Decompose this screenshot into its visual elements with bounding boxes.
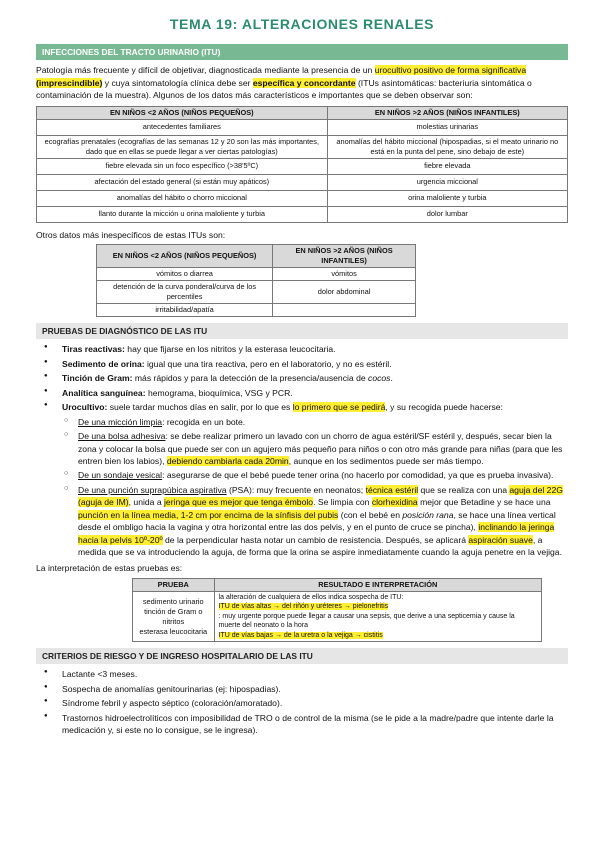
table-row: anomalías del hábito o chorro miccional orina maloliente y turbia bbox=[37, 190, 568, 206]
nonspecific-table: EN NIÑOS <2 AÑOS (NIÑOS PEQUEÑOS) EN NIÑOS >2 AÑOS (NIÑOS INFANTILES) vómitos o diarrea vómitos detención de la curva ponderal/curva de los percentiles dolor abdominal irritabilidad/apatía bbox=[96, 244, 416, 317]
section-header-pruebas: PRUEBAS DE DIAGNÓSTICO DE LAS ITU bbox=[36, 323, 568, 339]
table-row: fiebre elevada sin un foco específico (>38'5ºC) fiebre elevada bbox=[37, 158, 568, 174]
collection-methods-list bbox=[36, 416, 568, 559]
criteria-list bbox=[36, 668, 568, 736]
interpretation-table: PRUEBA RESULTADO E INTERPRETACIÓN sedimento urinario tinción de Gram o nitritos esterasa leucocitaria la alteración de cualquiera de ellos indica sospecha de ITU: ITU de vías altas → del riñón y uréteres → pielonefritis : muy urgente porque puede llegar a causar una sepsis, que derive a una septicemia y cause la muerte del neonato o la hora ITU de vías bajas → de la uretra o la vejiga → cistitis bbox=[132, 578, 542, 642]
list-item: ○ De una bolsa adhesiva: se debe realizar primero un lavado con un chorro de agua estéril/SF estéril y, después, secar bien la zona y colocar la bolsa que puede ser con un agujero más pequeño para niños o con otro más grande para niñas (para que les entren bien los labios), debiendo cambiarla cada 20min, aunque en los sedimentos puede ser más tiempo. bbox=[36, 430, 568, 467]
table-row: vómitos o diarrea vómitos bbox=[97, 268, 416, 281]
list-item: ● Trastornos hidroelectrolíticos con imposibilidad de TRO o de control de la misma (se le pide a la madre/padre que intente darle la medicación y, si este no lo consigue, se le ingresa). bbox=[36, 712, 568, 737]
section-header-criterios: CRITERIOS DE RIESGO Y DE INGRESO HOSPITALARIO DE LAS ITU bbox=[36, 648, 568, 664]
signs-table: EN NIÑOS <2 AÑOS (NIÑOS PEQUEÑOS) EN NIÑOS >2 AÑOS (NIÑOS INFANTILES) antecedentes familiares molestias urinarias ecografías prenatales (ecografías de las semanas 12 y 20 son las más importantes, dado que en ellas se puede llegar a ver ciertas patologías) anomalías del hábito miccional (hipospadias, si el meato urinario no está en la punta del pene, sino debajo de este) fiebre elevada sin un foco específico (>38'5ºC) fiebre elevada afectación del estado general (si están muy apáticos) urgencia miccional anomalías del hábito o chorro miccional orina maloliente y turbia llanto durante la micción u orina maloliente y turbia dolor lumbar bbox=[36, 106, 568, 223]
table-row: sedimento urinario tinción de Gram o nitritos esterasa leucocitaria la alteración de cualquiera de ellos indica sospecha de ITU: ITU de vías altas → del riñón y uréteres → pielonefritis : muy urgente porque puede llegar a causar una sepsis, que derive a una septicemia y cause la muerte del neonato o la hora ITU de vías bajas → de la uretra o la vejiga → cistitis bbox=[133, 592, 542, 642]
table-row: afectación del estado general (si están muy apáticos) urgencia miccional bbox=[37, 174, 568, 190]
other-data-label: Otros datos más inespecíficos de estas ITUs son: bbox=[36, 229, 226, 240]
list-item: ○ De una punción suprapúbica aspirativa (PSA): muy frecuente en neonatos; técnica estéril que se realiza con una aguja del 22G (aguja de IM), unida a jeringa que es mejor que tenga émbolo. Se limpia con clorhexidina mejor que Betadine y se hace una punción en la línea media, 1-2 cm por encima de la sínfisis del pubis (con el bebé en posición rana, se hace una línea vertical desde el ombligo hacia la vagina y otra horizontal entre las dos pelvis, y en el punto de cruce se pincha), inclinando la jeringa hacia la pelvis 10º-20º de la perpendicular hasta notar un cambio de resistencia. Después, se aplicará aspiración suave, a medida que se va introduciendo la aguja, de forma que la orina se aspire inmediatamente cuando la aguja penetre en la vejiga. bbox=[36, 484, 568, 559]
table-row: detención de la curva ponderal/curva de los percentiles dolor abdominal bbox=[97, 281, 416, 304]
list-item: ● Urocultivo: suele tardar muchos días en salir, por lo que es lo primero que se pedirá, y su recogida puede hacerse: bbox=[36, 401, 568, 413]
list-item: ● Sedimento de orina: igual que una tira reactiva, pero en el laboratorio, y no es estéril. bbox=[36, 358, 568, 370]
table-row: ecografías prenatales (ecografías de las semanas 12 y 20 son las más importantes, dado que en ellas se puede llegar a ver ciertas patologías) anomalías del hábito miccional (hipospadias, si el meato urinario no está en la punta del pene, sino debajo de este) bbox=[37, 135, 568, 158]
list-item: ● Tinción de Gram: más rápidos y para la detección de la presencia/ausencia de cocos. bbox=[36, 372, 568, 384]
list-item: ○ De una micción limpia: recogida en un bote. bbox=[36, 416, 568, 428]
intro-paragraph: Patología más frecuente y difícil de objetivar, diagnosticada mediante la presencia de un urocultivo positivo de forma significativa (imprescindible) y cuya sintomatología clínica debe ser específica y concordante (ITUs asintomáticas: bacteriuria sintomática o contaminación de la muestra). Algunos de los datos más característicos e importantes que se deben observar son: bbox=[36, 65, 532, 101]
list-item: ● Tiras reactivas: hay que fijarse en los nitritos y la esterasa leucocitaria. bbox=[36, 343, 568, 355]
page-title: TEMA 19: ALTERACIONES RENALES bbox=[169, 16, 435, 32]
list-item: ● Analítica sanguínea: hemograma, bioquímica, VSG y PCR. bbox=[36, 387, 568, 399]
table-row: llanto durante la micción u orina maloliente y turbia dolor lumbar bbox=[37, 206, 568, 222]
table-row: antecedentes familiares molestias urinarias bbox=[37, 119, 568, 135]
list-item: ● Lactante <3 meses. bbox=[36, 668, 568, 680]
list-item: ● Sospecha de anomalías genitourinarias (ej: hipospadias). bbox=[36, 683, 568, 695]
list-item: ○ De un sondaje vesical: asegurarse de que el bebé puede tener orina (no hacerlo por comodidad, ya que es prueba invasiva). bbox=[36, 469, 568, 481]
tests-list bbox=[36, 343, 568, 413]
list-item: ● Síndrome febril y aspecto séptico (coloración/amoratado). bbox=[36, 697, 568, 709]
section-header-itu: INFECCIONES DEL TRACTO URINARIO (ITU) bbox=[36, 44, 568, 60]
interpretation-label: La interpretación de estas pruebas es: bbox=[36, 562, 183, 573]
table-row: irritabilidad/apatía bbox=[97, 304, 416, 317]
